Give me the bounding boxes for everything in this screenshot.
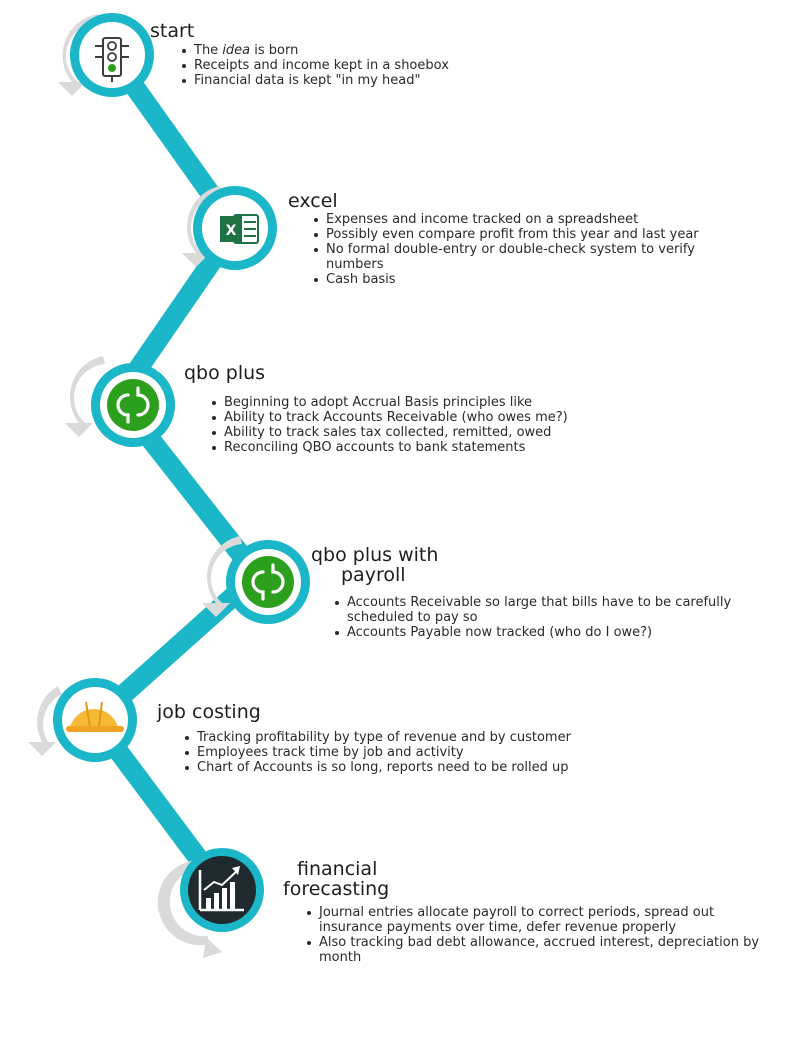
bullet-item: Expenses and income tracked on a spreadsheet — [310, 212, 699, 227]
bullet-item: Cash basis — [310, 272, 699, 287]
stage-start — [150, 21, 449, 88]
stage-qbo-plus-payroll — [311, 545, 731, 640]
bullet-item: Tracking profitability by type of revenue and by customer — [181, 730, 571, 745]
bullet-item: Accounts Receivable so large that bills have to be carefully scheduled to pay so — [331, 595, 731, 625]
excel-icon — [220, 215, 258, 243]
stage-excel — [288, 191, 699, 287]
stage-title: job costing — [157, 701, 261, 723]
stage-node-start — [58, 13, 154, 97]
growth-chart-icon — [188, 856, 256, 924]
bullet-item: Ability to track Accounts Receivable (who owes me?) — [208, 410, 568, 425]
stage-node-qbo-plus — [65, 356, 175, 447]
quickbooks-icon — [107, 379, 159, 431]
bullet-item: Reconciling QBO accounts to bank statements — [208, 440, 568, 455]
bullet-item: Also tracking bad debt allowance, accrued interest, depreciation by month — [303, 935, 759, 965]
stage-bullets — [178, 43, 449, 88]
bullet-item: Chart of Accounts is so long, reports need to be rolled up — [181, 760, 571, 775]
bullet-item: The idea is born — [178, 43, 449, 58]
stage-bullets — [303, 905, 759, 965]
bullet-item: Beginning to adopt Accrual Basis principles like — [208, 395, 568, 410]
stage-node-excel — [182, 186, 277, 270]
bullet-item: No formal double-entry or double-check system to verify numbers — [310, 242, 699, 272]
bullet-item: Journal entries allocate payroll to correct periods, spread out insurance payments over time, defer revenue properly — [303, 905, 759, 935]
stage-bullets — [310, 212, 699, 287]
bullet-item: Employees track time by job and activity — [181, 745, 571, 760]
bullet-item: Ability to track sales tax collected, remitted, owed — [208, 425, 568, 440]
stage-node-qbo-plus-payroll — [202, 536, 310, 624]
stage-qbo-plus — [184, 363, 568, 455]
stage-title: excel — [288, 190, 338, 212]
stage-title: qbo plus with payroll — [311, 544, 439, 586]
stage-node-financial-forecasting — [158, 848, 264, 958]
stage-title: financial forecasting — [283, 858, 390, 900]
bullet-item: Financial data is kept "in my head" — [178, 73, 449, 88]
svg-text:X: X — [225, 223, 237, 239]
stage-bullets — [331, 595, 731, 640]
stage-node-job-costing — [28, 678, 137, 762]
stage-financial-forecasting — [283, 859, 759, 965]
stage-title: qbo plus — [184, 362, 266, 384]
bullet-item: Accounts Payable now tracked (who do I owe?) — [331, 625, 731, 640]
stage-job-costing — [157, 702, 571, 775]
stage-title: start — [150, 20, 195, 42]
stage-bullets — [181, 730, 571, 775]
bullet-item: Possibly even compare profit from this year and last year — [310, 227, 699, 242]
stage-bullets — [208, 395, 568, 455]
bullet-item: Receipts and income kept in a shoebox — [178, 58, 449, 73]
quickbooks-icon — [242, 556, 294, 608]
